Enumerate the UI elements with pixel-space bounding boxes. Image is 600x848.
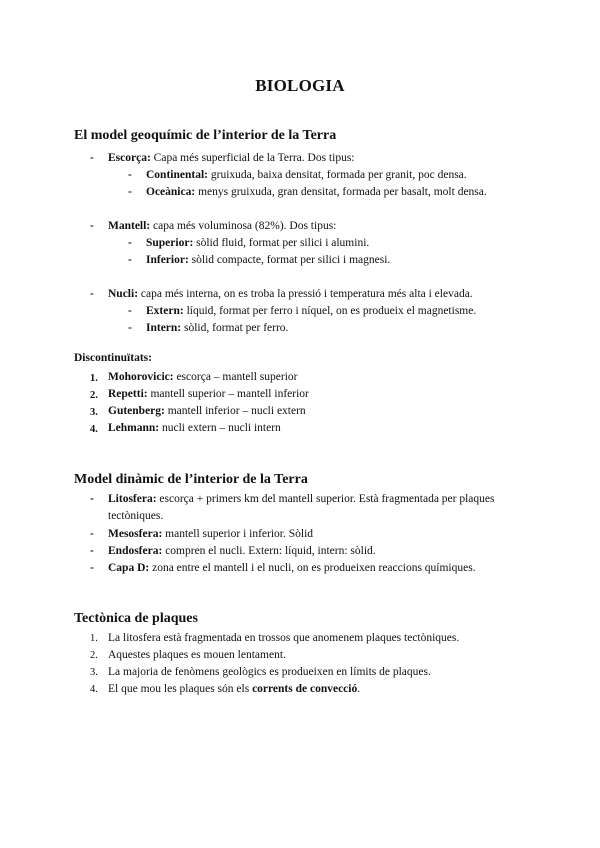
bullet-dash: - (128, 186, 132, 198)
bullet-dash: - (90, 152, 94, 164)
list-item-litosfera-continued: tectòniques. (108, 510, 164, 522)
bullet-dash: - (90, 220, 94, 232)
list-number: 2. (90, 650, 98, 661)
section-heading-geochemical: El model geoquímic de l’interior de la Terra (74, 128, 337, 143)
list-item-mantell: Mantell: capa més voluminosa (82%). Dos tipus: (108, 220, 337, 232)
discontinuity-item: Mohorovicic: escorça – mantell superior (108, 371, 298, 383)
discontinuity-item: Gutenberg: mantell inferior – nucli extern (108, 405, 306, 417)
tectonics-item: La litosfera està fragmentada en trossos que anomenem plaques tectòniques. (108, 632, 460, 644)
list-number: 3. (90, 667, 98, 678)
section-heading-dynamic: Model dinàmic de l’interior de la Terra (74, 472, 308, 487)
discontinuity-item: Repetti: mantell superior – mantell inferior (108, 388, 309, 400)
sub-item-extern: Extern: líquid, format per ferro i níquel, on es produeix el magnetisme. (146, 305, 477, 317)
list-number: 3. (90, 407, 98, 418)
bullet-dash: - (128, 322, 132, 334)
bullet-dash: - (90, 288, 94, 300)
tectonics-item: El que mou les plaques són els corrents de convecció. (108, 683, 361, 695)
sub-item-intern: Intern: sòlid, format per ferro. (146, 322, 289, 334)
list-number: 2. (90, 390, 98, 401)
bullet-dash: - (128, 169, 132, 181)
sub-item-continental: Continental: gruixuda, baixa densitat, formada per granit, poc densa. (146, 169, 467, 181)
list-number: 4. (90, 684, 98, 695)
list-item-endosfera: Endosfera: compren el nucli. Extern: líquid, intern: sòlid. (108, 545, 376, 557)
list-number: 1. (90, 633, 98, 644)
list-item-mesosfera: Mesosfera: mantell superior i inferior. Sòlid (108, 528, 314, 540)
list-number: 1. (90, 373, 98, 384)
bullet-dash: - (90, 562, 94, 574)
list-item-litosfera: Litosfera: escorça + primers km del mantell superior. Està fragmentada per plaques (108, 493, 495, 505)
page-title: BIOLOGIA (255, 76, 345, 95)
list-number: 4. (90, 424, 98, 435)
list-item-capa-d: Capa D: zona entre el mantell i el nucli, on es produeixen reaccions químiques. (108, 562, 476, 574)
list-item-nucli: Nucli: capa més interna, on es troba la pressió i temperatura més alta i elevada. (108, 288, 473, 300)
bullet-dash: - (128, 305, 132, 317)
sub-item-oceanica: Oceànica: menys gruixuda, gran densitat, formada per basalt, molt densa. (146, 186, 487, 198)
sub-item-inferior: Inferior: sòlid compacte, format per silici i magnesi. (146, 254, 391, 266)
bullet-dash: - (90, 545, 94, 557)
bullet-dash: - (128, 237, 132, 249)
list-item-escorca: Escorça: Capa més superficial de la Terra. Dos tipus: (108, 152, 355, 164)
tectonics-item: La majoria de fenòmens geològics es produeixen en límits de plaques. (108, 666, 431, 678)
discontinuity-item: Lehmann: nucli extern – nucli intern (108, 422, 281, 434)
bullet-dash: - (90, 493, 94, 505)
bullet-dash: - (90, 528, 94, 540)
section-heading-plate-tectonics: Tectònica de plaques (74, 611, 198, 626)
bullet-dash: - (128, 254, 132, 266)
tectonics-item: Aquestes plaques es mouen lentament. (108, 649, 286, 661)
discontinuities-heading: Discontinuïtats: (74, 352, 152, 364)
sub-item-superior: Superior: sòlid fluid, format per silici i alumini. (146, 237, 370, 249)
